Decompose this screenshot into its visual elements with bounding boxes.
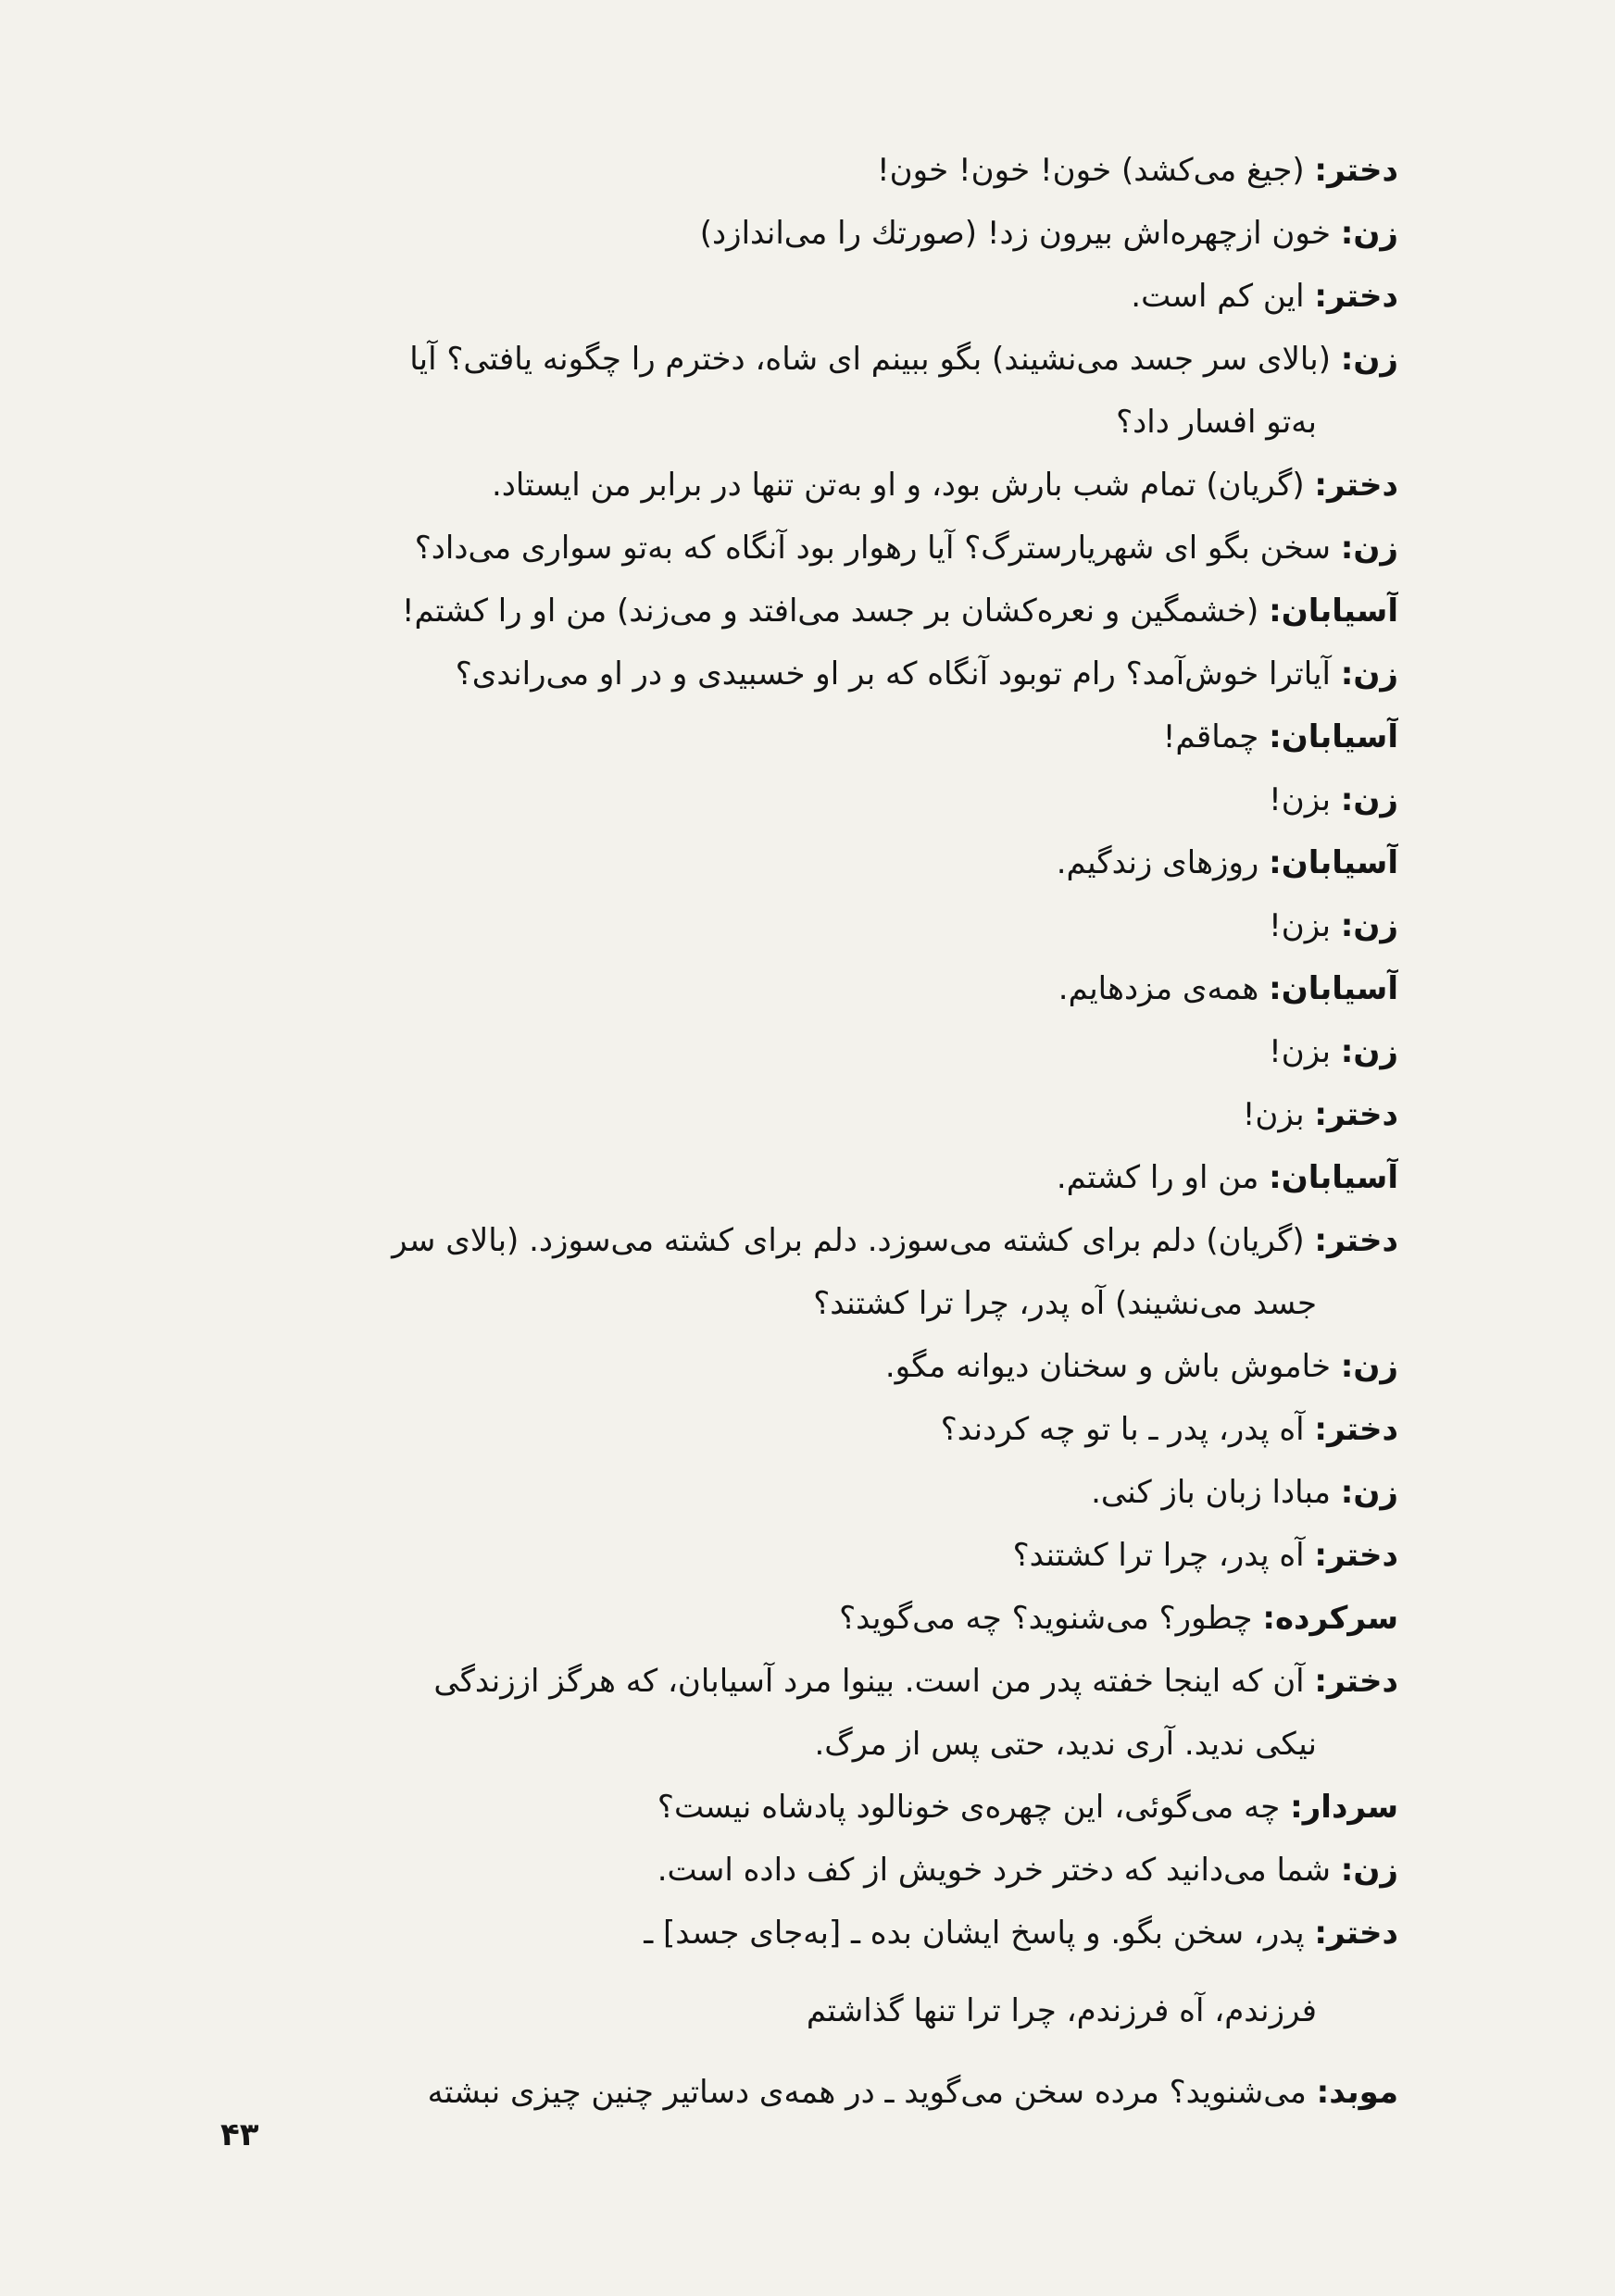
dialogue-line: [278, 1650, 1398, 1713]
dialogue-text: همه‌ی مزدهایم.: [1058, 970, 1270, 1007]
dialogue-text: (خشمگین و نعره‌کشان بر جسد می‌افتد و می‌زند) من او را کشتم!: [401, 593, 1270, 630]
dialogue-text: پدر، سخن بگو. و پاسخ ایشان بده ـ [به‌جای جسد] ـ: [644, 1915, 1315, 1952]
dialogue-text: آیاترا خوش‌آمد؟ رام توبود آنگاه که بر او خسبیدی و در او می‌راندی؟: [455, 655, 1341, 693]
speaker-name: زن:: [1340, 1852, 1398, 1889]
play-dialogue: [278, 139, 1398, 2124]
speaker-name: زن:: [1340, 1033, 1398, 1070]
speaker-name: دختر:: [1314, 1915, 1398, 1952]
dialogue-text: بزن!: [1269, 781, 1341, 818]
dialogue-text: بزن!: [1269, 1033, 1341, 1070]
dialogue-line: [278, 768, 1398, 831]
speaker-name: زن:: [1340, 341, 1398, 378]
dialogue-line: [278, 705, 1398, 768]
dialogue-text: (گریان) تمام شب بارش بود، و او به‌تن تنها در برابر من ایستاد.: [491, 467, 1315, 504]
dialogue-continuation: [278, 391, 1398, 454]
speaker-name: زن:: [1340, 781, 1398, 818]
dialogue-text: فرزندم، آه فرزندم، چرا ترا تنها گذاشتم: [806, 1992, 1317, 2029]
speaker-name: موبد:: [1316, 2074, 1398, 2111]
speaker-name: آسیابان:: [1269, 718, 1398, 755]
dialogue-line: [278, 139, 1398, 202]
dialogue-text: بزن!: [1242, 1096, 1315, 1133]
dialogue-line: [278, 957, 1398, 1020]
dialogue-text: جسد می‌نشیند) آه پدر، چرا ترا کشتند؟: [813, 1285, 1317, 1322]
dialogue-line: [278, 202, 1398, 265]
dialogue-text: (بالای سر جسد می‌نشیند) بگو ببینم ای شاه، دخترم را چگونه یافتی؟ آیا: [409, 341, 1341, 378]
dialogue-text: آه پدر، چرا ترا کشتند؟: [1012, 1537, 1315, 1574]
speaker-name: زن:: [1340, 1474, 1398, 1511]
page-number: ۴۳: [220, 2116, 259, 2153]
dialogue-line: [278, 265, 1398, 328]
speaker-name: دختر:: [1314, 152, 1398, 189]
dialogue-line: [278, 1398, 1398, 1461]
dialogue-line: [278, 1209, 1398, 1272]
dialogue-text: من او را کشتم.: [1056, 1159, 1270, 1196]
dialogue-line: [278, 328, 1398, 391]
dialogue-continuation: [278, 1713, 1398, 1776]
dialogue-text: شما می‌دانید که دختر خرد خویش از کف داده است.: [657, 1852, 1341, 1889]
speaker-name: زن:: [1340, 530, 1398, 567]
speaker-name: دختر:: [1314, 467, 1398, 504]
dialogue-line: [278, 1335, 1398, 1398]
dialogue-text: آن که اینجا خفته پدر من است. بینوا مرد آسیابان، که هرگز اززندگی: [433, 1663, 1315, 1700]
dialogue-line: [278, 454, 1398, 517]
speaker-name: دختر:: [1314, 1537, 1398, 1574]
speaker-name: زن:: [1340, 907, 1398, 944]
dialogue-text: سخن بگو ای شهریارسترگ؟ آیا رهوار بود آنگاه که به‌تو سواری می‌داد؟: [414, 530, 1341, 567]
dialogue-text: (جیغ می‌کشد) خون! خون! خون!: [877, 152, 1315, 189]
speaker-name: سردار:: [1290, 1789, 1398, 1826]
dialogue-line: [278, 1146, 1398, 1209]
dialogue-line: [278, 643, 1398, 705]
dialogue-text: روزهای زندگیم.: [1056, 844, 1270, 881]
dialogue-continuation: [278, 1979, 1398, 2042]
speaker-name: سرکرده:: [1262, 1600, 1398, 1637]
dialogue-text: نیکی ندید. آری ندید، حتی پس از مرگ.: [814, 1726, 1317, 1763]
dialogue-text: خاموش باش و سخنان دیوانه مگو.: [884, 1348, 1341, 1385]
speaker-name: آسیابان:: [1269, 1159, 1398, 1196]
dialogue-line: [278, 894, 1398, 957]
speaker-name: دختر:: [1314, 1663, 1398, 1700]
dialogue-text: چه می‌گوئی، این چهره‌ی خونالود پادشاه نیست؟: [657, 1789, 1291, 1826]
dialogue-line: [278, 1902, 1398, 1965]
speaker-name: زن:: [1340, 215, 1398, 252]
speaker-name: آسیابان:: [1269, 593, 1398, 630]
dialogue-line: [278, 2061, 1398, 2124]
dialogue-line: [278, 1524, 1398, 1587]
speaker-name: دختر:: [1314, 1411, 1398, 1448]
dialogue-line: [278, 1020, 1398, 1083]
dialogue-line: [278, 1587, 1398, 1650]
dialogue-text: چماقم!: [1162, 718, 1270, 755]
speaker-name: زن:: [1340, 1348, 1398, 1385]
dialogue-text: مبادا زبان باز کنی.: [1091, 1474, 1341, 1511]
dialogue-text: به‌تو افسار داد؟: [1116, 404, 1317, 441]
dialogue-text: چطور؟ می‌شنوید؟ چه می‌گوید؟: [839, 1600, 1263, 1637]
dialogue-line: [278, 1461, 1398, 1524]
dialogue-text: آه پدر، پدر ـ با تو چه کردند؟: [940, 1411, 1315, 1448]
speaker-name: آسیابان:: [1269, 970, 1398, 1007]
speaker-name: دختر:: [1314, 278, 1398, 315]
dialogue-continuation: [278, 1272, 1398, 1335]
dialogue-line: [278, 1083, 1398, 1146]
dialogue-text: می‌شنوید؟ مرده سخن می‌گوید ـ در همه‌ی دساتیر چنین چیزی نبشته: [427, 2074, 1317, 2111]
dialogue-text: خون ازچهره‌اش بیرون زد! (صورتك را می‌اندازد): [699, 215, 1341, 252]
dialogue-line: [278, 1776, 1398, 1839]
speaker-name: آسیابان:: [1269, 844, 1398, 881]
dialogue-line: [278, 831, 1398, 894]
speaker-name: دختر:: [1314, 1222, 1398, 1259]
dialogue-line: [278, 1839, 1398, 1902]
dialogue-text: این کم است.: [1131, 278, 1315, 315]
dialogue-line: [278, 517, 1398, 580]
speaker-name: دختر:: [1314, 1096, 1398, 1133]
dialogue-line: [278, 580, 1398, 643]
speaker-name: زن:: [1340, 655, 1398, 693]
dialogue-text: بزن!: [1269, 907, 1341, 944]
dialogue-text: (گریان) دلم برای کشته می‌سوزد. دلم برای کشته می‌سوزد. (بالای سر: [392, 1222, 1315, 1259]
